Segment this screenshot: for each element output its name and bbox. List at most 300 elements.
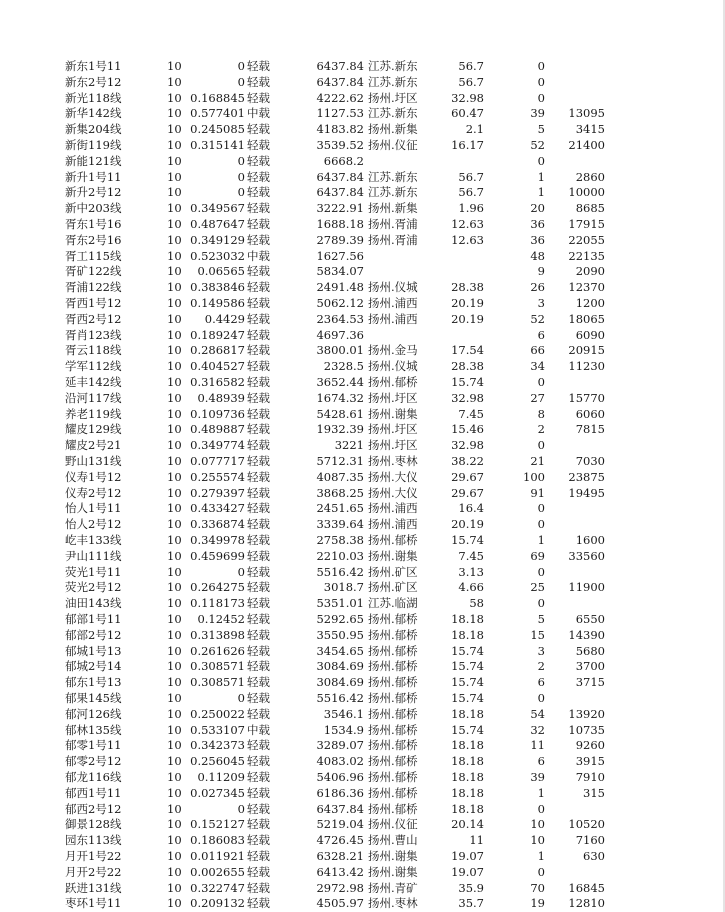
area-cell: 扬州.大仪: [368, 485, 418, 500]
load-rate-cell: 0.48939: [197, 390, 245, 405]
margin-value-cell: 5351.01: [316, 596, 364, 611]
area-cell: 江苏.新东: [368, 74, 418, 89]
load-level-cell: 轻载: [247, 90, 270, 105]
distance-cell: 28.38: [451, 280, 484, 295]
distance-cell: 1.96: [458, 201, 484, 216]
area-cell: 扬州.仪城: [368, 359, 418, 374]
load-rate-cell: 0.308571: [190, 659, 245, 674]
load-rate-cell: 0.459699: [190, 548, 245, 563]
load-rate-cell: 0.118173: [190, 596, 245, 611]
load-rate-cell: 0.322747: [190, 880, 245, 895]
voltage-cell: 10: [167, 375, 182, 389]
count-cell: 8: [537, 406, 545, 421]
distance-cell: 56.7: [458, 169, 484, 184]
area-cell: 扬州.仪征: [368, 138, 418, 152]
load-rate-cell: 0.186083: [190, 833, 245, 848]
distance-cell: 35.7: [458, 896, 484, 911]
line-name-cell: 仪寿1号12: [65, 469, 122, 484]
capacity-cell: 10000: [568, 185, 605, 200]
area-cell: 扬州.郁桥: [368, 691, 418, 705]
table-row: [0, 470, 725, 485]
load-level-cell: 轻载: [247, 770, 270, 784]
capacity-cell: 2860: [575, 169, 605, 184]
load-level-cell: 轻载: [247, 359, 270, 374]
capacity-cell: 630: [583, 849, 605, 863]
table-row: [0, 881, 725, 896]
distance-cell: 12.63: [451, 217, 484, 231]
area-cell: 扬州.大仪: [368, 469, 418, 484]
load-level-cell: 中载: [247, 248, 270, 263]
voltage-cell: 10: [167, 201, 182, 216]
table-row: [0, 438, 725, 453]
count-cell: 0: [537, 153, 545, 168]
voltage-cell: 10: [167, 722, 182, 737]
line-name-cell: 新东2号12: [65, 74, 122, 89]
table-row: [0, 312, 725, 327]
count-cell: 19: [530, 896, 545, 911]
area-cell: 扬州.浦西: [368, 311, 418, 326]
distance-cell: 15.74: [451, 375, 484, 389]
count-cell: 26: [530, 280, 545, 295]
count-cell: 69: [530, 548, 545, 563]
line-name-cell: 养老119线: [65, 406, 122, 421]
margin-value-cell: 6437.84: [316, 169, 364, 184]
voltage-cell: 10: [167, 770, 182, 784]
count-cell: 27: [530, 390, 545, 405]
distance-cell: 18.18: [451, 738, 484, 753]
line-name-cell: 胥西2号12: [65, 311, 122, 326]
area-cell: 扬州.郁桥: [368, 706, 418, 721]
table-row: [0, 754, 725, 769]
voltage-cell: 10: [167, 501, 182, 516]
area-cell: 扬州.郁桥: [368, 754, 418, 769]
count-cell: 48: [530, 248, 545, 263]
margin-value-cell: 4697.36: [316, 327, 364, 342]
line-name-cell: 屹丰133线: [65, 533, 122, 547]
table-row: [0, 170, 725, 185]
margin-value-cell: 5428.61: [316, 406, 364, 421]
voltage-cell: 10: [167, 564, 182, 579]
load-level-cell: 轻载: [247, 153, 270, 168]
capacity-cell: 6060: [575, 406, 605, 421]
capacity-cell: 3700: [575, 659, 605, 674]
area-cell: 扬州.浦西: [368, 517, 418, 532]
load-level-cell: 轻载: [247, 232, 270, 247]
area-cell: 扬州.矿区: [368, 580, 418, 595]
area-cell: 江苏.新东: [368, 169, 418, 184]
table-row: [0, 533, 725, 548]
load-rate-cell: 0.168845: [190, 90, 245, 105]
table-row: [0, 328, 725, 343]
capacity-cell: 9260: [575, 738, 605, 753]
count-cell: 3: [537, 643, 545, 658]
distance-cell: 15.74: [451, 533, 484, 547]
voltage-cell: 10: [167, 627, 182, 642]
capacity-cell: 7910: [575, 770, 605, 784]
table-row: [0, 802, 725, 817]
distance-cell: 35.9: [458, 880, 484, 895]
area-cell: 扬州.枣林: [368, 896, 418, 911]
count-cell: 1: [537, 185, 545, 200]
load-rate-cell: 0.487647: [190, 217, 245, 231]
line-name-cell: 尹山111线: [65, 548, 122, 563]
table-row: [0, 422, 725, 437]
line-name-cell: 胥浦122线: [65, 280, 122, 295]
voltage-cell: 10: [167, 327, 182, 342]
voltage-cell: 10: [167, 675, 182, 690]
line-name-cell: 郁部2号12: [65, 627, 122, 642]
voltage-cell: 10: [167, 264, 182, 279]
table-row: [0, 249, 725, 264]
area-cell: 江苏.新东: [368, 106, 418, 121]
voltage-cell: 10: [167, 849, 182, 863]
load-level-cell: 轻载: [247, 627, 270, 642]
voltage-cell: 10: [167, 311, 182, 326]
load-level-cell: 轻载: [247, 564, 270, 579]
line-name-cell: 新中203线: [65, 201, 122, 216]
voltage-cell: 10: [167, 59, 182, 73]
capacity-cell: 5680: [575, 643, 605, 658]
table-row: [0, 375, 725, 390]
margin-value-cell: 6186.36: [316, 785, 364, 800]
margin-value-cell: 5062.12: [316, 296, 364, 310]
count-cell: 0: [537, 864, 545, 879]
load-level-cell: 轻载: [247, 596, 270, 611]
area-cell: 扬州.金马: [368, 343, 418, 358]
load-rate-cell: 0.286817: [190, 343, 245, 358]
distance-cell: 20.19: [451, 311, 484, 326]
table-row: [0, 233, 725, 248]
load-rate-cell: 0.4429: [204, 311, 245, 326]
count-cell: 52: [530, 138, 545, 152]
count-cell: 54: [530, 706, 545, 721]
table-row: [0, 865, 725, 880]
voltage-cell: 10: [167, 485, 182, 500]
table-row: [0, 723, 725, 738]
table-row: [0, 122, 725, 137]
table-row: [0, 596, 725, 611]
margin-value-cell: 2210.03: [316, 548, 364, 563]
load-rate-cell: 0.250022: [190, 706, 245, 721]
load-level-cell: 轻载: [247, 454, 270, 468]
margin-value-cell: 2328.5: [323, 359, 364, 374]
capacity-cell: 23875: [568, 469, 605, 484]
area-cell: 扬州.谢集: [368, 864, 418, 879]
margin-value-cell: 6328.21: [316, 849, 364, 863]
distance-cell: 20.19: [451, 517, 484, 532]
area-cell: 扬州.郁桥: [368, 770, 418, 784]
table-row: [0, 817, 725, 832]
margin-value-cell: 5834.07: [316, 264, 364, 279]
load-rate-cell: 0.336874: [190, 517, 245, 532]
table-row: [0, 501, 725, 516]
capacity-cell: 13920: [568, 706, 605, 721]
voltage-cell: 10: [167, 596, 182, 611]
distance-cell: 18.18: [451, 785, 484, 800]
margin-value-cell: 3868.25: [316, 485, 364, 500]
margin-value-cell: 4505.97: [316, 896, 364, 911]
voltage-cell: 10: [167, 90, 182, 105]
capacity-cell: 2090: [575, 264, 605, 279]
distance-cell: 56.7: [458, 59, 484, 73]
distance-cell: 58: [469, 596, 484, 611]
load-level-cell: 中载: [247, 722, 270, 737]
table-row: [0, 185, 725, 200]
capacity-cell: 7030: [575, 454, 605, 468]
capacity-cell: 1200: [575, 296, 605, 310]
capacity-cell: 6090: [575, 327, 605, 342]
distance-cell: 15.74: [451, 722, 484, 737]
area-cell: 扬州.郁桥: [368, 533, 418, 547]
load-rate-cell: 0: [237, 564, 245, 579]
load-rate-cell: 0.349978: [190, 533, 245, 547]
count-cell: 0: [537, 59, 545, 73]
capacity-cell: 22135: [568, 248, 605, 263]
table-row: [0, 849, 725, 864]
count-cell: 1: [537, 785, 545, 800]
load-level-cell: 轻载: [247, 74, 270, 89]
line-name-cell: 荧光1号11: [65, 564, 122, 579]
load-rate-cell: 0: [237, 74, 245, 89]
area-cell: 扬州.圩区: [368, 438, 418, 453]
count-cell: 91: [530, 485, 545, 500]
count-cell: 6: [537, 675, 545, 690]
capacity-cell: 11900: [568, 580, 605, 595]
area-cell: 扬州.郁桥: [368, 722, 418, 737]
table-row: [0, 91, 725, 106]
capacity-cell: 18065: [568, 311, 605, 326]
load-level-cell: 轻载: [247, 138, 270, 152]
load-rate-cell: 0.077717: [190, 454, 245, 468]
distance-cell: 12.63: [451, 232, 484, 247]
voltage-cell: 10: [167, 659, 182, 674]
load-level-cell: 轻载: [247, 754, 270, 769]
load-level-cell: 轻载: [247, 643, 270, 658]
area-cell: 扬州.圩区: [368, 90, 418, 105]
count-cell: 39: [530, 106, 545, 121]
distance-cell: 38.22: [451, 454, 484, 468]
capacity-cell: 10735: [568, 722, 605, 737]
distance-cell: 20.14: [451, 817, 484, 832]
capacity-cell: 15770: [568, 390, 605, 405]
line-name-cell: 跃进131线: [65, 880, 122, 895]
distance-cell: 56.7: [458, 74, 484, 89]
margin-value-cell: 6413.42: [316, 864, 364, 879]
voltage-cell: 10: [167, 454, 182, 468]
voltage-cell: 10: [167, 754, 182, 769]
load-rate-cell: 0: [237, 59, 245, 73]
voltage-cell: 10: [167, 801, 182, 816]
margin-value-cell: 1674.32: [316, 390, 364, 405]
area-cell: 江苏.临湖: [368, 596, 418, 611]
margin-value-cell: 1127.53: [316, 106, 364, 121]
distance-cell: 18.18: [451, 754, 484, 769]
line-name-cell: 新街119线: [65, 138, 122, 152]
count-cell: 0: [537, 438, 545, 453]
load-level-cell: 轻载: [247, 264, 270, 279]
load-level-cell: 轻载: [247, 801, 270, 816]
margin-value-cell: 6437.84: [316, 185, 364, 200]
distance-cell: 32.98: [451, 90, 484, 105]
margin-value-cell: 3222.91: [316, 201, 364, 216]
load-rate-cell: 0.256045: [190, 754, 245, 769]
load-rate-cell: 0.06565: [197, 264, 245, 279]
voltage-cell: 10: [167, 390, 182, 405]
table-row: [0, 517, 725, 532]
voltage-cell: 10: [167, 232, 182, 247]
table-row: [0, 549, 725, 564]
margin-value-cell: 6437.84: [316, 74, 364, 89]
line-name-cell: 学军112线: [65, 359, 122, 374]
count-cell: 10: [530, 833, 545, 848]
distance-cell: 11: [469, 833, 484, 848]
margin-value-cell: 1627.56: [316, 248, 364, 263]
load-rate-cell: 0.313898: [190, 627, 245, 642]
capacity-cell: 1600: [575, 533, 605, 547]
count-cell: 25: [530, 580, 545, 595]
voltage-cell: 10: [167, 880, 182, 895]
distance-cell: 16.17: [451, 138, 484, 152]
line-name-cell: 野山131线: [65, 454, 122, 468]
area-cell: 扬州.郁桥: [368, 659, 418, 674]
count-cell: 15: [530, 627, 545, 642]
table-row: [0, 201, 725, 216]
load-level-cell: 轻载: [247, 817, 270, 832]
capacity-cell: 3715: [575, 675, 605, 690]
load-level-cell: 轻载: [247, 485, 270, 500]
table-row: [0, 296, 725, 311]
load-level-cell: 轻载: [247, 896, 270, 911]
distance-cell: 15.46: [451, 422, 484, 437]
line-name-cell: 郁林135线: [65, 722, 122, 737]
distance-cell: 20.19: [451, 296, 484, 310]
load-level-cell: 轻载: [247, 517, 270, 532]
load-level-cell: 轻载: [247, 501, 270, 516]
area-cell: 扬州.谢集: [368, 406, 418, 421]
margin-value-cell: 4087.35: [316, 469, 364, 484]
area-cell: 扬州.浦西: [368, 296, 418, 310]
distance-cell: 29.67: [451, 485, 484, 500]
capacity-cell: 16845: [568, 880, 605, 895]
load-level-cell: 轻载: [247, 343, 270, 358]
table-row: [0, 659, 725, 674]
margin-value-cell: 5516.42: [316, 564, 364, 579]
capacity-cell: 3415: [575, 122, 605, 137]
line-name-cell: 新光118线: [65, 90, 122, 105]
count-cell: 0: [537, 74, 545, 89]
load-rate-cell: 0.349774: [190, 438, 245, 453]
margin-value-cell: 5516.42: [316, 691, 364, 705]
distance-cell: 3.13: [458, 564, 484, 579]
margin-value-cell: 3084.69: [316, 675, 364, 690]
area-cell: 江苏.新东: [368, 185, 418, 200]
area-cell: 扬州.郁桥: [368, 612, 418, 626]
distance-cell: 15.74: [451, 691, 484, 705]
margin-value-cell: 3652.44: [316, 375, 364, 389]
voltage-cell: 10: [167, 138, 182, 152]
area-cell: 扬州.圩区: [368, 422, 418, 437]
load-level-cell: 轻载: [247, 201, 270, 216]
capacity-cell: 6550: [575, 612, 605, 626]
line-name-cell: 胥东1号16: [65, 217, 122, 231]
table-row: [0, 407, 725, 422]
voltage-cell: 10: [167, 438, 182, 453]
load-rate-cell: 0.349129: [190, 232, 245, 247]
capacity-cell: 3915: [575, 754, 605, 769]
distance-cell: 32.98: [451, 390, 484, 405]
area-cell: 扬州.浦西: [368, 501, 418, 516]
table-row: [0, 738, 725, 753]
line-name-cell: 仪寿2号12: [65, 485, 122, 500]
margin-value-cell: 1534.9: [323, 722, 364, 737]
margin-value-cell: 2451.65: [316, 501, 364, 516]
line-name-cell: 新升1号11: [65, 169, 122, 184]
voltage-cell: 10: [167, 185, 182, 200]
count-cell: 1: [537, 533, 545, 547]
load-rate-cell: 0.315141: [190, 138, 245, 152]
area-cell: 扬州.胥浦: [368, 217, 418, 231]
voltage-cell: 10: [167, 296, 182, 310]
margin-value-cell: 5406.96: [316, 770, 364, 784]
line-name-cell: 胥西1号12: [65, 296, 122, 310]
distance-cell: 4.66: [458, 580, 484, 595]
line-name-cell: 郁西1号11: [65, 785, 122, 800]
table-row: [0, 580, 725, 595]
load-level-cell: 轻载: [247, 612, 270, 626]
load-rate-cell: 0: [237, 153, 245, 168]
table-row: [0, 770, 725, 785]
capacity-cell: 33560: [568, 548, 605, 563]
load-rate-cell: 0.577401: [190, 106, 245, 121]
margin-value-cell: 5712.31: [316, 454, 364, 468]
capacity-cell: 7815: [575, 422, 605, 437]
line-name-cell: 郁龙116线: [65, 770, 122, 784]
distance-cell: 17.54: [451, 343, 484, 358]
voltage-cell: 10: [167, 422, 182, 437]
voltage-cell: 10: [167, 533, 182, 547]
distance-cell: 29.67: [451, 469, 484, 484]
count-cell: 32: [530, 722, 545, 737]
table-row: [0, 280, 725, 295]
voltage-cell: 10: [167, 738, 182, 753]
margin-value-cell: 6668.2: [323, 153, 364, 168]
load-rate-cell: 0.209132: [190, 896, 245, 911]
line-name-cell: 郁河126线: [65, 706, 122, 721]
count-cell: 5: [537, 122, 545, 137]
table-row: [0, 154, 725, 169]
margin-value-cell: 2364.53: [316, 311, 364, 326]
line-name-cell: 御景128线: [65, 817, 122, 832]
margin-value-cell: 3539.52: [316, 138, 364, 152]
load-rate-cell: 0.149586: [190, 296, 245, 310]
capacity-cell: 17915: [568, 217, 605, 231]
voltage-cell: 10: [167, 785, 182, 800]
area-cell: 扬州.圩区: [368, 390, 418, 405]
table-row: [0, 59, 725, 74]
table-row: [0, 106, 725, 121]
margin-value-cell: 6437.84: [316, 801, 364, 816]
load-level-cell: 轻载: [247, 533, 270, 547]
area-cell: 扬州.新集: [368, 122, 418, 137]
count-cell: 3: [537, 296, 545, 310]
area-cell: 扬州.郁桥: [368, 785, 418, 800]
line-name-cell: 耀皮129线: [65, 422, 122, 437]
load-level-cell: 轻载: [247, 675, 270, 690]
load-rate-cell: 0.011921: [190, 849, 245, 863]
voltage-cell: 10: [167, 359, 182, 374]
line-name-cell: 郁城1号13: [65, 643, 122, 658]
distance-cell: 2.1: [465, 122, 484, 137]
